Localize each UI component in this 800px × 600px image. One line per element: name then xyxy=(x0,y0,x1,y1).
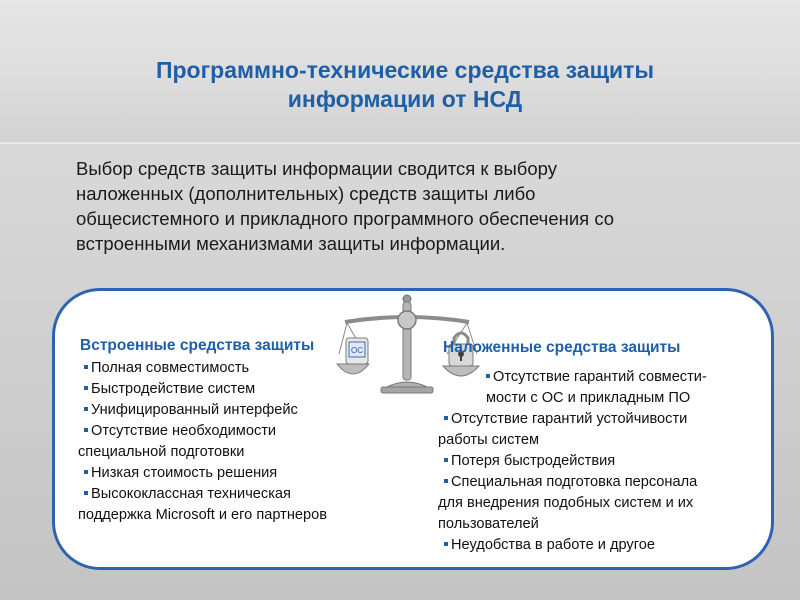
bullet-icon xyxy=(84,386,88,390)
list-item-continuation: специальной подготовки xyxy=(78,444,245,460)
list-item: Потеря быстродействия xyxy=(438,451,758,472)
list-item: Отсутствие необходимости xyxy=(78,421,408,442)
list-item-continuation: работы систем xyxy=(438,432,540,448)
slide-title-line1: Программно-технические средства защиты xyxy=(155,57,655,83)
left-column-heading: Встроенные средства защиты xyxy=(80,337,315,354)
list-item: Унифицированный интерфейс xyxy=(78,400,408,421)
list-item-continuation: мости с ОС и прикладным ПО xyxy=(486,390,691,406)
list-item: Высококлассная техническая xyxy=(78,484,408,505)
bullet-icon xyxy=(444,458,448,462)
bullet-icon xyxy=(84,407,88,411)
list-item: Полная совместимость xyxy=(78,358,408,379)
slide-title xyxy=(60,56,750,114)
list-item: Неудобства в работе и другое xyxy=(438,535,758,556)
overlay-disadvantages-list xyxy=(438,367,758,556)
bullet-icon xyxy=(444,542,448,546)
bullet-icon xyxy=(444,479,448,483)
bullet-icon xyxy=(84,428,88,432)
bullet-icon xyxy=(84,470,88,474)
list-item: Быстродействие систем xyxy=(78,379,408,400)
intro-line: встроенными механизмами защиты информации. xyxy=(76,233,506,254)
list-item: Отсутствие гарантий совмести- xyxy=(438,367,758,388)
intro-line: общесистемного и прикладного программного обеспечения со xyxy=(76,208,615,229)
intro-paragraph xyxy=(76,156,736,256)
bullet-icon xyxy=(84,365,88,369)
intro-line: Выбор средств защиты информации сводится к выбору xyxy=(76,158,557,179)
list-item-continuation: пользователей xyxy=(438,516,539,532)
band-divider xyxy=(0,142,800,144)
list-item-continuation: поддержка Microsoft и его партнеров xyxy=(78,507,328,523)
bullet-icon xyxy=(444,416,448,420)
list-item-continuation: для внедрения подобных систем и их xyxy=(438,495,694,511)
list-item: Отсутствие гарантий устойчивости xyxy=(438,409,758,430)
scales-left-label: ОС xyxy=(351,346,363,355)
bullet-icon xyxy=(84,491,88,495)
intro-line: наложенных (дополнительных) средств защиты либо xyxy=(76,183,536,204)
right-column-heading: Наложенные средства защиты xyxy=(443,339,681,356)
slide-title-line2: информации от НСД xyxy=(287,86,523,112)
builtin-advantages-list xyxy=(78,358,408,526)
bullet-icon xyxy=(486,374,490,378)
list-item: Специальная подготовка персонала xyxy=(438,472,758,493)
list-item: Низкая стоимость решения xyxy=(78,463,408,484)
